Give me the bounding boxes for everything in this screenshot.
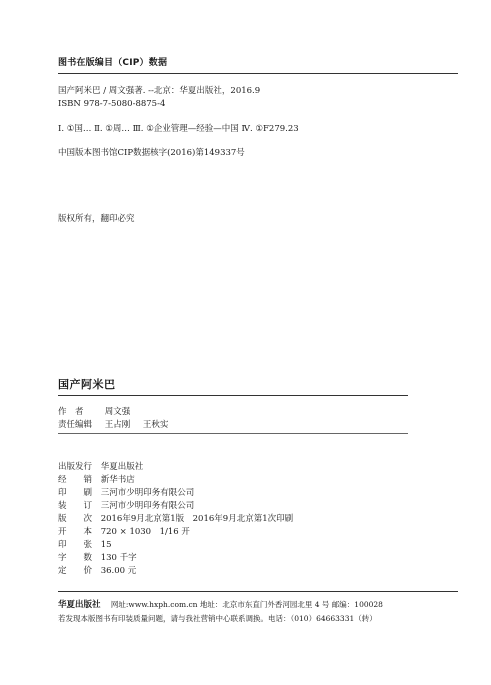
pub-value: 2016年9月北京第1版 2016年9月北京第1次印刷 <box>100 514 294 524</box>
pub-label: 开 本 <box>58 527 93 537</box>
pub-row-wordcount <box>58 551 137 563</box>
pub-row-publisher <box>58 460 143 472</box>
author-label: 作 者 <box>58 407 84 417</box>
copyright-notice: 版权所有，翻印必究 <box>58 214 135 224</box>
footer-notice: 若发现本版图书有印装质量问题，请与我社营销中心联系调换。电话：（010）64663331（转） <box>58 614 377 623</box>
cip-record-number: 中国版本图书馆CIP数据核字(2016)第149337号 <box>58 148 245 158</box>
pub-row-edition <box>58 512 293 524</box>
pub-label: 版 次 <box>58 514 93 524</box>
pub-label: 经 销 <box>58 475 93 485</box>
pub-label: 定 价 <box>58 566 93 576</box>
book-title: 国产阿米巴 <box>58 378 116 391</box>
footer-address-row <box>58 598 383 610</box>
pub-label: 印 张 <box>58 540 93 550</box>
pub-label: 出版发行 <box>58 462 93 472</box>
pub-row-binder <box>58 499 194 511</box>
title-divider <box>58 395 408 396</box>
pub-value: 新华书店 <box>100 475 135 485</box>
pub-row-price <box>58 564 136 576</box>
pub-label: 字 数 <box>58 553 93 563</box>
pub-value: 15 <box>100 540 112 550</box>
pub-row-distributor <box>58 473 135 485</box>
footer-address: 网址:www.hxph.com.cn 地址：北京市东直门外香河园北里 4 号 邮编：100028 <box>110 600 383 609</box>
cip-title-line: 国产阿米巴 / 周文强著. --北京：华夏出版社，2016.9 <box>58 86 261 96</box>
pub-value: 36.00 元 <box>100 566 137 576</box>
footer-divider <box>58 591 458 592</box>
editor-label: 责任编辑 <box>58 420 93 430</box>
pub-label: 装 订 <box>58 501 93 511</box>
editor-row <box>58 418 168 430</box>
top-divider <box>58 73 458 74</box>
pub-value: 三河市少明印务有限公司 <box>100 501 195 511</box>
pub-label: 印 刷 <box>58 488 93 498</box>
editor-value: 王占刚 <box>104 420 131 430</box>
author-value: 周文强 <box>104 407 131 417</box>
editor-divider <box>58 433 408 434</box>
pub-row-sheets <box>58 538 112 550</box>
cip-isbn-line: ISBN 978-7-5080-8875-4 <box>58 99 166 109</box>
pub-row-printer <box>58 486 194 498</box>
pub-row-format <box>58 525 190 537</box>
cip-heading: 图书在版编目（CIP）数据 <box>58 58 168 68</box>
author-row <box>58 405 130 417</box>
editor-extra-value: 王秋实 <box>142 420 169 430</box>
pub-value: 130 千字 <box>100 553 137 563</box>
pub-value: 华夏出版社 <box>100 462 144 472</box>
pub-value: 三河市少明印务有限公司 <box>100 488 195 498</box>
footer-publisher-name: 华夏出版社 <box>58 600 101 610</box>
pub-value: 720 × 1030 1/16 开 <box>100 527 190 537</box>
cip-classification-line: Ⅰ. ①国… Ⅱ. ①周… Ⅲ. ①企业管理—经验—中国 Ⅳ. ①F279.23 <box>58 124 299 134</box>
